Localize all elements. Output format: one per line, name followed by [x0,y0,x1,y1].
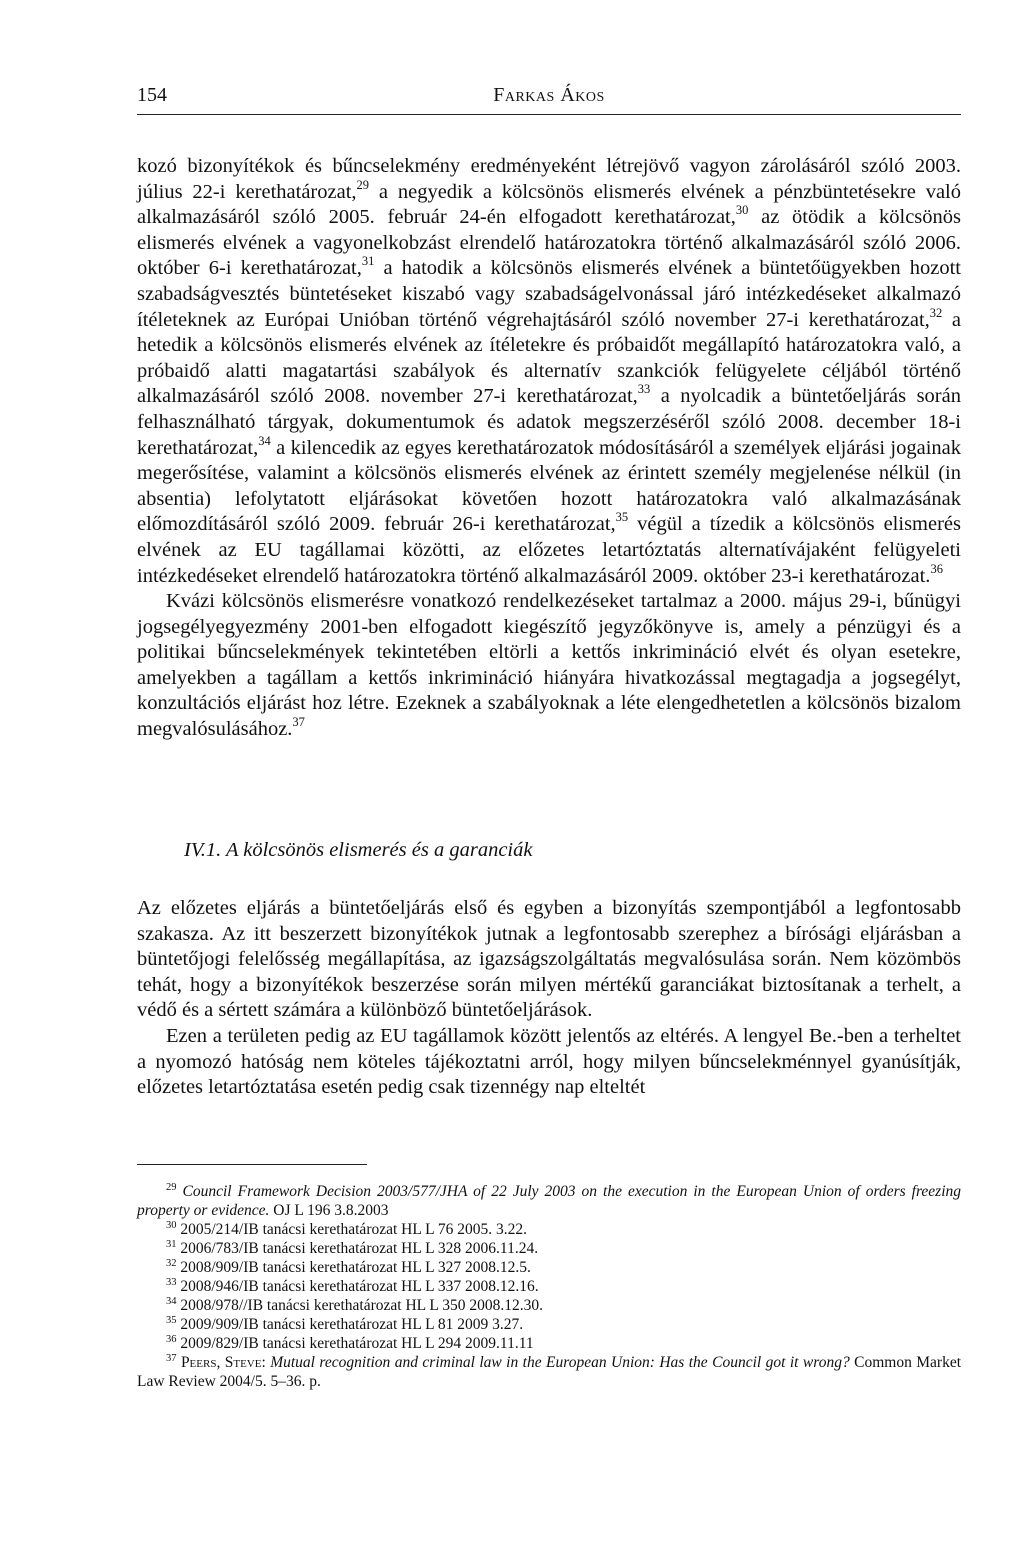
footnote-ref[interactable]: 32 [929,305,943,320]
footnotes [137,1182,961,1391]
paragraph: Ezen a területen pedig az EU tagállamok között jelentős az eltérés. A lengyel Be.-ben a terheltet a nyomozó hatóság nem köteles tájékoztatni arról, hogy milyen bűncselekménnyel gyanúsítják, előzetes letartóztatása esetén pedig csak tizennégy nap elteltét [137,1024,961,1099]
paragraph: Az előzetes eljárás a büntetőeljárás első és egyben a bizonyítás szempontjából a legfontosabb szakasza. Az itt beszerzett bizonyítékok jutnak a legfontosabb szerephez a bírósági eljárásban a büntetőjogi felelősség megállapítása, az igazságszolgáltatás megvalósulása során. Nem közömbös tehát, hogy a bizonyítékok beszerzése során milyen mértékű garanciákat biztosítanak a terhelt, a védő és a sértett számára a különböző büntetőeljárások. [137,897,961,1022]
body-text-upper [137,154,961,743]
footnote-32: $^{32}$ 2008/909/IB tanácsi kerethatározat HL L 327 2008.12.5. [166,1258,531,1276]
footnote-ref[interactable]: 29 [356,177,370,192]
page-header [137,80,961,115]
running-head: Farkas Ákos [493,84,605,106]
footnote-separator [137,1164,367,1165]
footnote-ref[interactable]: 33 [637,382,651,397]
paragraph: Kvázi kölcsönös elismerésre vonatkozó rendelkezéseket tartalmaz a 2000. május 29-i, bűnügyi jogsegélyegyezmény 2001-ben elfogadott kiegészítő jegyzőkönyve is, amely a pénzügyi és a politikai bűncselekmények tekintetében eltörli a kettős inkrimináció elvét és olyan esetekre, amelyekben a tagállam a kettős inkrimináció hiányára hivatkozással megtagadja a jogsegélyt, konzultációs eljárást hoz létre. Ezeknek a szabályoknak a léte elengedhetetlen a kölcsönös bizalom megvalósulásához.$^{37}$ [137,590,961,741]
footnote-36: $^{36}$ 2009/829/IB tanácsi kerethatározat HL L 294 2009.11.11 [166,1334,534,1352]
paragraph: kozó bizonyítékok és bűncselekmény eredményeként létrejövő vagyon zárolásáról szóló 2003. július 22-i kerethatározat,$^{29}$ a negyedik a kölcsönös elismerés elvének a pénzbüntetésekre való alkalmazásáról szóló 2005. február 24-én elfogadott kerethatározat,$^{30}$ az ötödik a kölcsönös elismerés elvének a vagyonelkobzást elrendelő határozatokra történő alkalmazásáról szóló 2006. október 6-i kerethatározat,$^{31}$ a hatodik a kölcsönös elismerés elvének a büntetőügyekben hozott szabadságvesztés büntetéseket kiszabó vagy szabadságelvonással járó intézkedéseket alkalmazó ítéleteknek az Európai Unióban történő végrehajtásáról szóló november 27-i kerethatározat,$^{32}$ a hetedik a kölcsönös elismerés elvének az ítéletekre és próbaidőt megállapító határozatokra való, a próbaidő alatti magatartási szabályok és alternatív szankciók felügyelete céljából történő alkalmazásáról szóló 2008. november 27-i kerethatározat,$^{33}$ a nyolcadik a büntetőeljárás során felhasználható tárgyak, dokumentumok és adatok megszerzéséről szóló 2008. december 18-i kerethatározat,$^{34}$ a kilencedik az egyes kerethatározatok módosításáról a személyek eljárási jogainak megerősítése, valamint a kölcsönös elismerés elvének az érintett személy megjelenése nélkül (in absentia) lefolytatott eljárásokat követően hozott határozatokra való alkalmazásának előmozdításáról szóló 2009. február 26-i kerethatározat,$^{35}$ végül a tízedik a kölcsönös elismerés elvének az EU tagállamai közötti, az előzetes letartóztatás alternatívájaként felügyeleti intézkedéseket elrendelő határozatokra történő alkalmazásáról 2009. október 23-i kerethatározat.$^{36}$ [137,155,962,587]
footnote-ref[interactable]: 36 [930,561,943,576]
footnote-ref[interactable]: 31 [361,254,375,269]
footnote-35: $^{35}$ 2009/909/IB tanácsi kerethatározat HL L 81 2009 3.27. [166,1315,524,1333]
footnote-29: $^{29}$ Council Framework Decision 2003/577/JHA of 22 July 2003 on the execution in the European Union of orders freezing property or evidence. OJ L 196 3.8.2003 [137,1182,962,1219]
footnote-ref[interactable]: 37 [292,715,305,730]
page-number: 154 [137,84,167,106]
footnote-ref[interactable]: 34 [258,433,271,448]
footnote-33: $^{33}$ 2008/946/IB tanácsi kerethatározat HL L 337 2008.12.16. [166,1277,539,1295]
footnote-37: $^{37}$ Peers, Steve: Mutual recognition and criminal law in the European Union: Has the Council got it wrong? Common Market Law Review 2004/5. 5–36. p. [137,1353,962,1390]
body-text-lower [137,896,961,1101]
section-heading: IV.1. A kölcsönös elismerés és a garanciák [184,839,533,861]
footnote-31: $^{31}$ 2006/783/IB tanácsi kerethatározat HL L 328 2006.11.24. [166,1239,539,1257]
footnote-ref[interactable]: 30 [735,203,749,218]
footnote-30: $^{30}$ 2005/214/IB tanácsi kerethatározat HL L 76 2005. 3.22. [166,1220,528,1238]
footnote-ref[interactable]: 35 [615,510,629,525]
footnote-34: $^{34}$ 2008/978//IB tanácsi kerethatározat HL L 350 2008.12.30. [166,1296,543,1314]
